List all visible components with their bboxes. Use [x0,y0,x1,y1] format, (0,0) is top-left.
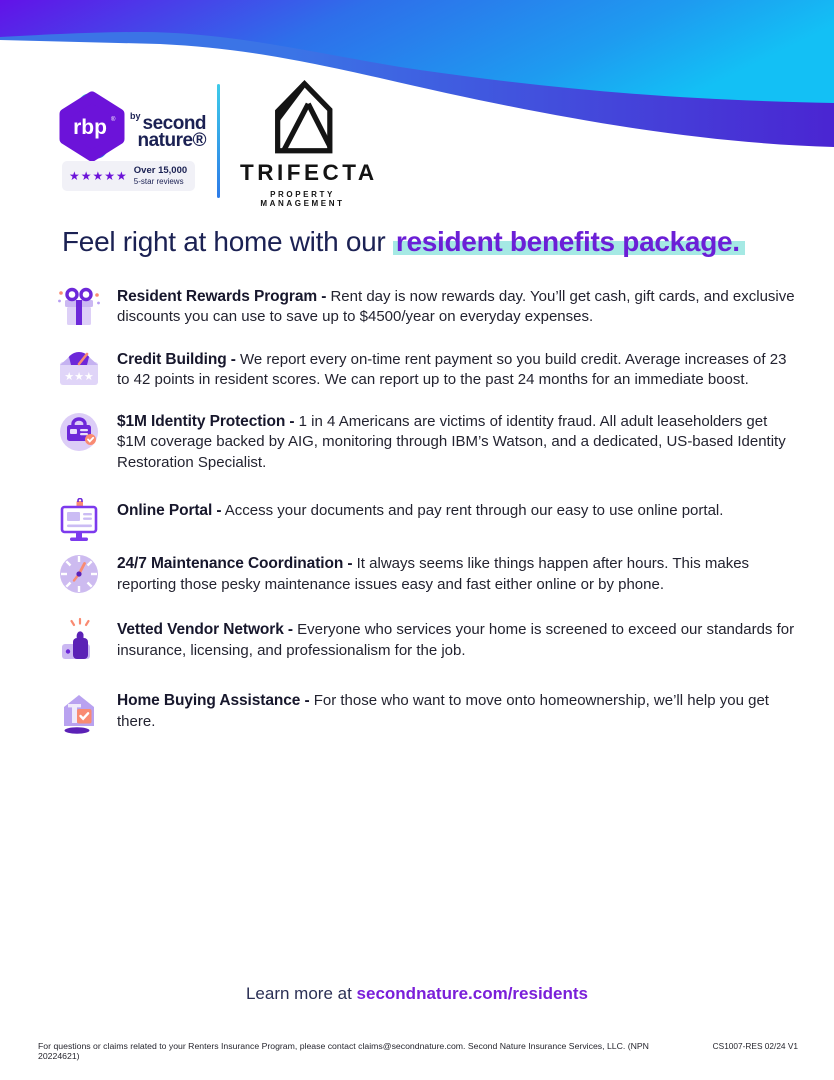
benefit-description: It always seems like things happen after hours. This makes reporting those pesky maintenance issues easy and fast either online or by phone. [117,555,750,593]
thumbs-up-icon [56,617,102,663]
benefit-description: Access your documents and pay rent through our easy to use online portal. [224,502,724,520]
gift-icon [56,284,102,330]
benefit-online-portal [56,498,796,544]
logo-divider [217,84,220,198]
home-check-icon [56,688,102,734]
trifecta-house-icon [265,74,341,156]
reviews-label: 5-star reviews [133,176,184,186]
headline-prefix: Feel right at home with our [62,226,386,257]
benefit-description: For those who want to move onto homeownership, we’ll help you get there. [117,692,769,730]
learn-more-line [0,984,834,1004]
learn-more-link[interactable]: secondnature.com/residents [356,984,589,1003]
benefit-description: 1 in 4 Americans are victims of identity fraud. All adult leaseholders get $1M coverage backed by AIG, monitoring through IBM’s Watson, and a dedicated, US-based Identity Restoration Specialist. [117,413,786,471]
benefit-description: Rent day is now rewards day. You’ll get cash, gift cards, and exclusive discounts you can use to save up to $4500/year on everyday expenses. [117,288,795,326]
byline-second: second [142,113,207,134]
benefit-text [117,284,796,328]
benefit-text [117,347,796,391]
partner-name: TRIFECTA [240,160,378,185]
benefit-identity-protection [56,409,796,473]
benefit-text [117,498,796,521]
benefit-vendor-network [56,617,796,663]
benefit-title: Online Portal - [117,502,222,520]
benefit-home-buying [56,688,796,734]
benefits-list [56,284,796,734]
benefit-credit-building [56,347,796,393]
five-stars-icon: ★★★★★ [69,169,128,183]
reviews-count: Over 15,000 [133,164,188,176]
byline-nature: nature® [137,130,207,151]
partner-logo [240,74,378,208]
benefit-resident-rewards [56,284,796,330]
second-nature-wordmark [130,112,206,150]
benefit-maintenance [56,551,796,597]
headline-highlight: resident benefits package. [393,226,745,257]
benefit-title: 24/7 Maintenance Coordination - [117,555,353,573]
benefit-text [117,551,796,595]
learn-more-prefix: Learn more at [245,984,352,1003]
id-card-icon [56,409,102,455]
brand-bar [0,0,834,215]
rbp-reg-mark: ® [111,117,116,123]
benefit-title: $1M Identity Protection - [117,413,295,430]
rbp-logo-icon [56,90,128,164]
benefit-text [117,409,796,473]
benefit-title: Resident Rewards Program - [117,288,327,305]
credit-gauge-icon [56,347,102,393]
svg-text:★★★: ★★★ [64,371,94,383]
page-title [62,226,802,258]
byline-by: by [130,111,141,121]
benefit-title: Vetted Vendor Network - [117,621,293,639]
reviews-text [134,166,187,186]
partner-tagline: PROPERTY MANAGEMENT [260,190,345,208]
reviews-badge [62,161,195,191]
rbp-logo-text: rbp [73,116,107,139]
benefit-title: Credit Building - [117,351,236,368]
footer-legal-text: For questions or claims related to your Renters Insurance Program, please contact claims@secondnature.com. Second Nature Insurance Services, LLC. (NPN 20224621) [38,1041,649,1061]
benefit-text [117,688,796,732]
benefit-title: Home Buying Assistance - [117,692,310,710]
benefit-description: We report every on-time rent payment so you build credit. Average increases of 23 to 42 points in resident scores. We can report up to the past 24 months for an immediate boost. [117,351,787,389]
online-portal-icon [56,498,102,544]
benefit-description: Everyone who services your home is screened to exceed our standards for insurance, licensing, and professionalism for the job. [117,621,795,659]
footer [38,1041,798,1061]
benefit-text [117,617,796,661]
footer-document-code: CS1007-RES 02/24 V1 [712,1041,798,1051]
clock-icon [56,551,102,597]
